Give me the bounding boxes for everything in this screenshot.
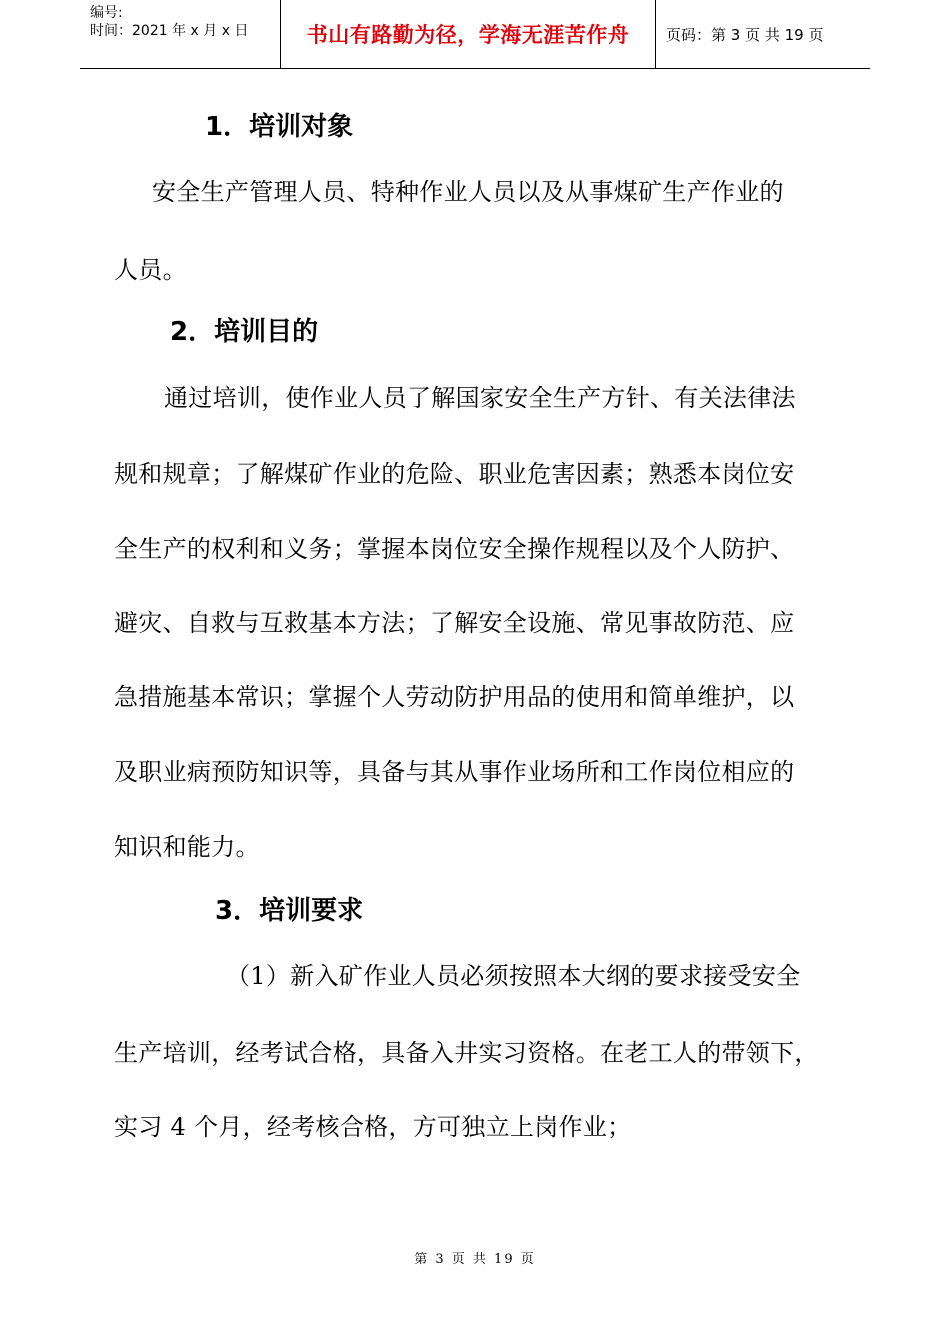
paragraph-line: 避灾、自救与互救基本方法；了解安全设施、常见事故防范、应 <box>114 609 795 637</box>
paragraph-line: （1）新入矿作业人员必须按照本大纲的要求接受安全 <box>226 962 801 990</box>
page-info: 页码：第 3 页 共 19 页 <box>666 25 824 44</box>
paragraph-line: 全生产的权利和义务；掌握本岗位安全操作规程以及个人防护、 <box>114 535 795 563</box>
section-heading-1: 1．培训对象 <box>205 112 354 142</box>
page-header <box>80 0 870 69</box>
paragraph-line: 急措施基本常识；掌握个人劳动防护用品的使用和简单维护，以 <box>114 683 795 711</box>
paragraph-line: 生产培训，经考试合格，具备入井实习资格。在老工人的带领下， <box>114 1039 819 1067</box>
paragraph-line: 通过培训，使作业人员了解国家安全生产方针、有关法律法 <box>164 384 796 412</box>
header-page-info <box>656 0 870 68</box>
paragraph-line: 安全生产管理人员、特种作业人员以及从事煤矿生产作业的 <box>152 178 784 206</box>
page-footer: 第 3 页 共 19 页 <box>414 1252 536 1267</box>
paragraph-line: 规和规章；了解煤矿作业的危险、职业危害因素；熟悉本岗位安 <box>114 460 795 488</box>
motto: 书山有路勤为径，学海无涯苦作舟 <box>306 23 630 47</box>
section-heading-3: 3．培训要求 <box>215 896 364 926</box>
header-motto-cell <box>281 0 656 68</box>
paragraph-line: 及职业病预防知识等，具备与其从事作业场所和工作岗位相应的 <box>114 758 795 786</box>
paragraph-line: 人员。 <box>114 256 187 284</box>
time-label: 时间：2021 年 x 月 x 日 <box>90 23 249 39</box>
paragraph-line: 知识和能力。 <box>114 833 260 861</box>
header-meta <box>80 0 281 68</box>
section-heading-2: 2．培训目的 <box>170 317 319 347</box>
number-label: 编号: <box>90 5 123 21</box>
paragraph-line: 实习 4 个月，经考核合格，方可独立上岗作业； <box>114 1113 632 1141</box>
